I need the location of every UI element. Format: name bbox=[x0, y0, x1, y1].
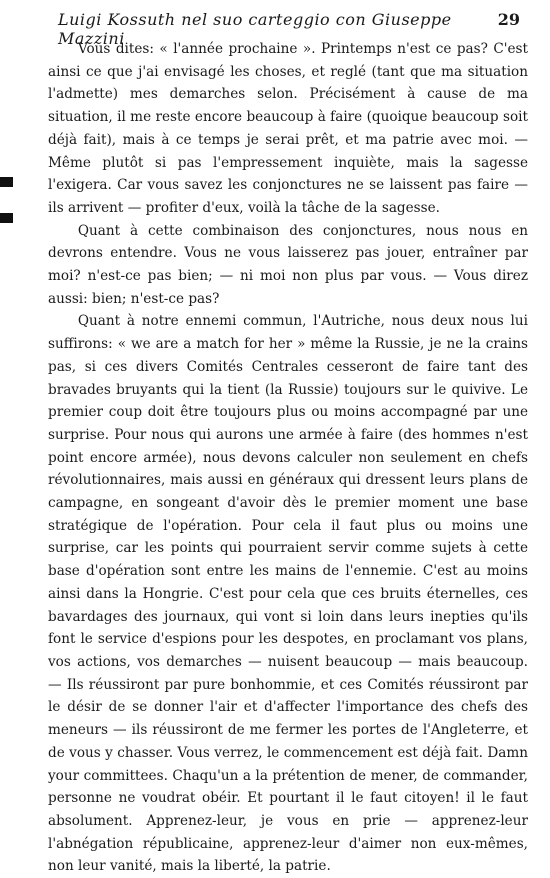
running-header bbox=[58, 10, 520, 48]
margin-marker bbox=[0, 177, 13, 187]
running-header-title: Luigi Kossuth nel suo carteggio con Giuseppe Mazzini bbox=[58, 10, 452, 48]
letter-body bbox=[48, 38, 528, 878]
paragraph: Vous dites: « l'année prochaine ». Printemps n'est ce pas? C'est ainsi ce que j'ai envisagé les choses, et reglé (tant que ma situation l'admette) mes demarches selon. Précisément à cause de ma situation, il me reste encore beaucoup à faire (quoique beaucoup soit déjà fait), mais à ce temps je serai prêt, et ma patrie avec moi. — Même plutôt si pas l'empressement inquiète, mais la sagesse l'exigera. Car vous savez les conjonctures ne se laissent pas faire — ils arrivent — profiter d'eux, voilà la tâche de la sagesse. bbox=[48, 41, 528, 216]
margin-marker bbox=[0, 213, 13, 223]
paragraph: Quant à cette combinaison des conjonctures, nous nous en devrons entendre. Vous ne vous laisserez pas jouer, entraîner par moi? n'est-ce pas bien; — ni moi non plus par vous. — Vous direz aussi: bien; n'est-ce pas? bbox=[48, 222, 528, 307]
paragraph: Quant à notre ennemi commun, l'Autriche, nous deux nous lui suffirons: « we are a match for her » même la Russie, je ne la crains pas, si ces divers Comités Centrales cesseront de faire tant des bravades bruyants qui la tient (la Russie) toujours sur le quivive. Le premier coup doit être toujours plus ou moins accompagné par une surprise. Pour nous qui aurons une armée à faire (des hommes n'est point encore armée), nous devons calculer non seulement en chefs révolutionnaires, mais aussi en généraux qui dressent leurs plans de campagne, en songeant d'avoir dès le premier moment une base stratégique de l'opération. Pour cela il faut plus ou moins une surprise, car les points qui pourraient servir comme sujets à cette base d'opération sont entre les mains de l'ennemie. C'est au moins ainsi dans la Hongrie. C'est pour cela que ces bruits éternelles, ces bavardages des journaux, qui vont si loin dans leurs inepties qu'ils font le service d'espions pour les despotes, en proclamant vos plans, vos actions, vos demarches — nuisent beaucoup — mais beaucoup. — Ils réussiront par pure bonhommie, et ces Comités réussiront par le désir de se donner l'air et d'affecter l'importance des chefs des meneurs — ils réussiront de me fermer les portes de l'Angleterre, et de vous y chasser. Vous verrez, le commencement est déjà fait. Damn your committees. Chaqu'un a la prétention de mener, de commander, personne ne voudrat obéir. Et pourtant il le faut citoyen! il le faut absolument. Apprenez-leur, je vous en prie — apprenez-leur l'abnégation républicaine, apprenez-leur d'aimer non eux-mêmes, non leur vanité, mais la liberté, la patrie. bbox=[48, 313, 528, 875]
page-number: 29 bbox=[497, 10, 520, 29]
